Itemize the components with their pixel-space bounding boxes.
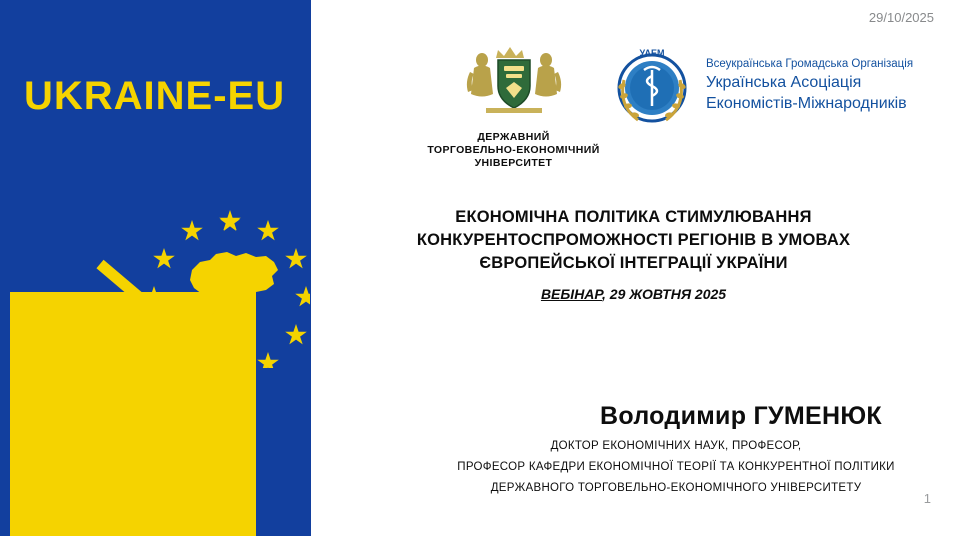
banner-title: UKRAINE-EU [24,74,286,118]
author-credentials [411,436,941,499]
author-name: Володимир ГУМЕНЮК [600,402,882,430]
association-line1: Всеукраїнська Громадська Організація [706,58,914,70]
date-stamp: 29/10/2025 [868,10,934,25]
author-credentials-line1: ДОКТОР ЕКОНОМІЧНИХ НАУК, ПРОФЕСОР, [550,440,802,452]
slide-content [311,0,956,536]
university-logo [406,36,621,170]
slide-title [341,206,926,275]
slide-title-line1: ЕКОНОМІЧНА ПОЛІТИКА СТИМУЛЮВАННЯ [455,208,812,226]
university-caption-line1: ДЕРЖАВНИЙ [477,131,550,143]
uaem-emblem-icon [606,40,698,132]
page-number: 1 [923,491,931,506]
university-caption [406,131,621,170]
association-text [706,56,913,114]
svg-text:УАЕМ: УАЕМ [639,48,665,58]
webinar-subtitle [341,286,926,302]
webinar-label: ВЕБІНАР [540,286,602,302]
association-line2: Українська Асоціація [706,74,862,91]
slide-title-line3: ЄВРОПЕЙСЬКОЇ ІНТЕГРАЦІЇ УКРАЇНИ [479,254,788,272]
association-line3: Економістів-Міжнародників [706,95,907,112]
author-credentials-line2: ПРОФЕСОР КАФЕДРИ ЕКОНОМІЧНОЇ ТЕОРІЇ ТА КОНКУРЕНТНОЇ ПОЛІТИКИ [457,461,895,473]
webinar-date: , 29 ЖОВТНЯ 2025 [602,286,727,302]
university-caption-line3: УНІВЕРСИТЕТ [474,157,553,169]
association-logo [606,40,936,140]
ukraine-map-icon [186,248,281,320]
slide-title-line2: КОНКУРЕНТОСПРОМОЖНОСТІ РЕГІОНІВ В УМОВАХ [416,231,851,249]
logos-row [311,36,956,176]
left-banner [0,0,311,536]
arrow-icon [96,258,156,348]
author-credentials-line3: ДЕРЖАВНОГО ТОРГОВЕЛЬНО-ЕКОНОМІЧНОГО УНІВЕРСИТЕТУ [490,482,862,494]
university-crest-icon [460,36,568,120]
university-caption-line2: ТОРГОВЕЛЬНО-ЕКОНОМІЧНИЙ [427,144,600,156]
